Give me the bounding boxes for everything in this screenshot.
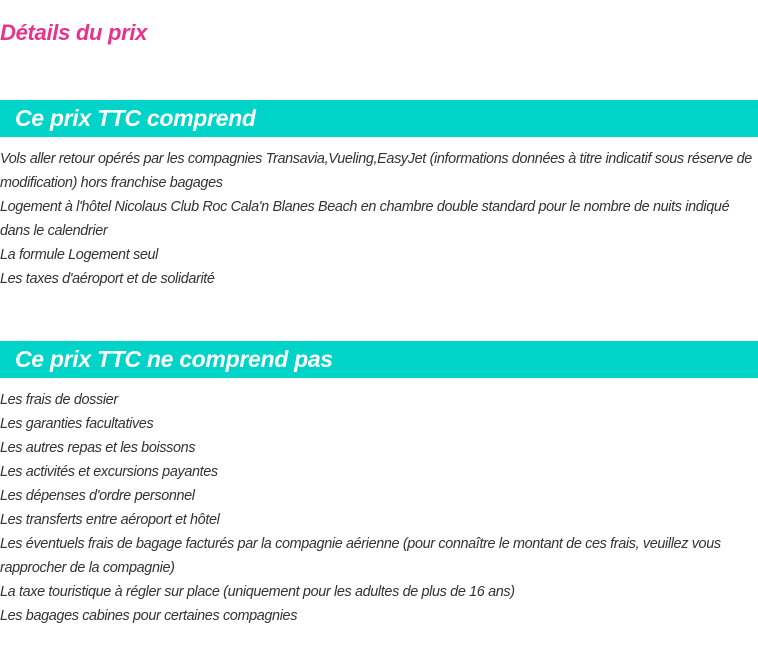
list-item: Les activités et excursions payantes	[0, 464, 218, 480]
list-item: La taxe touristique à régler sur place (uniquement pour les adultes de plus de 16 ans)	[0, 584, 515, 600]
list-item: Les dépenses d'ordre personnel	[0, 488, 195, 504]
list-item: Logement à l'hôtel Nicolaus Club Roc Cala'n Blanes Beach en chambre double standard pour le nombre de nuits indiqué dans le calendrier	[0, 199, 730, 239]
list-item: Les frais de dossier	[0, 392, 118, 408]
list-item: Les taxes d'aéroport et de solidarité	[0, 271, 215, 287]
list-item: La formule Logement seul	[0, 247, 158, 263]
section-header-included: Ce prix TTC comprend	[0, 100, 758, 137]
list-item: Les transferts entre aéroport et hôtel	[0, 512, 220, 528]
list-item: Les bagages cabines pour certaines compagnies	[0, 608, 298, 624]
list-item: Les garanties facultatives	[0, 416, 154, 432]
excluded-list	[0, 388, 758, 628]
list-item: Les éventuels frais de bagage facturés par la compagnie aérienne (pour connaître le montant de ces frais, veuillez vous rapprocher de la compagnie)	[0, 536, 721, 576]
section-header-excluded: Ce prix TTC ne comprend pas	[0, 341, 758, 378]
list-item: Vols aller retour opérés par les compagnies Transavia,Vueling,EasyJet (informations données à titre indicatif sous réserve de modification) hors franchise bagages	[0, 151, 752, 191]
page-title: Détails du prix	[0, 20, 148, 45]
list-item: Les autres repas et les boissons	[0, 440, 196, 456]
included-list	[0, 147, 758, 291]
